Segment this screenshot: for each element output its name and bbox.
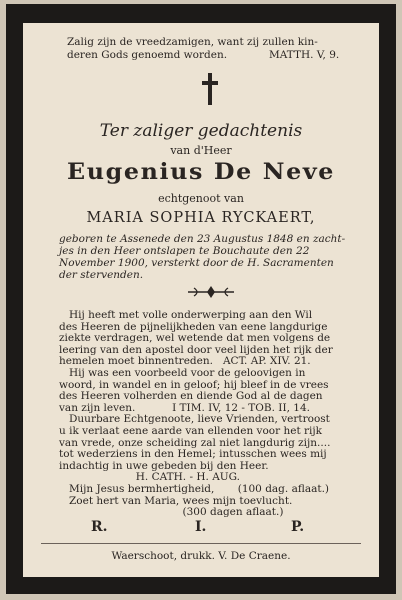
mourning-card <box>6 4 396 594</box>
prayer-line: ziekte verdragen, wel wetende dat men volgens de <box>59 332 331 344</box>
prayer-line: woord, in wandel en in geloof; hij bleef in de vrees <box>59 379 329 391</box>
epigraph-line-1: Zalig zijn de vreedzamigen, want zij zullen kin- <box>67 36 318 48</box>
divider-rule <box>41 543 361 544</box>
deceased-name: Eugenius De Neve <box>66 159 336 185</box>
rip-letter: P. <box>291 519 305 535</box>
prayer-line: Zoet hert van Maria, wees mijn toevlucht. <box>69 495 293 507</box>
prayer-line: (300 dagen aflaat.) <box>59 506 284 518</box>
prayer-line: H. CATH. - H. AUG. <box>59 471 240 483</box>
printer-imprint: Waerschoot, drukk. V. De Craene. <box>111 550 291 562</box>
prayer-line: Hij heeft met volle onderwerping aan den Wil <box>69 309 313 321</box>
epigraph-citation: MATTH. V, 9. <box>269 49 340 61</box>
ornament-divider-icon <box>186 284 236 300</box>
prayer-line: leering van den apostel door veel lijden het rijk der <box>59 344 333 356</box>
bio-line: jes in den Heer ontslapen te Bouchaute den 22 <box>59 245 310 257</box>
prayer-line: des Heeren volherden en diende God al de dagen <box>59 390 323 402</box>
rip-letter: I. <box>195 519 207 535</box>
van-label: van d'Heer <box>170 144 232 157</box>
cross-icon <box>201 73 219 105</box>
prayer-line: van zijn leven. I TIM. IV, 12 - TOB. II, 14. <box>59 402 310 414</box>
bio-line: der stervenden. <box>59 269 144 281</box>
relation-label: echtgenoot van <box>158 192 244 205</box>
prayer-line: Hij was een voorbeeld voor de geloovigen in <box>69 367 306 379</box>
prayer-line: u ik verlaat eene aarde van ellenden voor het rijk <box>59 425 323 437</box>
epigraph-line-2: deren Gods genoemd worden. <box>67 49 228 61</box>
rip-letter: R. <box>91 519 108 535</box>
spouse-name: MARIA SOPHIA RYCKAERT, <box>86 210 316 226</box>
prayer-line: van vrede, onze scheiding zal niet langdurig zijn.... <box>59 437 331 449</box>
prayer-line: hemelen moet binnentreden. ACT. AP. XIV. 21. <box>59 355 311 367</box>
prayer-line: Mijn Jesus bermhertigheid, (100 dag. aflaat.) <box>69 483 330 495</box>
prayer-line: tot wederziens in den Hemel; intusschen wees mij <box>59 448 327 460</box>
memorial-heading: Ter zaliger gedachtenis <box>99 121 303 141</box>
prayer-line: des Heeren de pijnelijkheden van eene langdurige <box>59 321 328 333</box>
prayer-line: Duurbare Echtgenoote, lieve Vrienden, vertroost <box>69 413 330 425</box>
bio-line: geboren te Assenede den 23 Augustus 1848 en zacht- <box>59 233 346 245</box>
prayer-line: indachtig in uwe gebeden bij den Heer. <box>59 460 269 472</box>
bio-line: November 1900, versterkt door de H. Sacramenten <box>59 257 334 269</box>
card-paper <box>23 23 379 577</box>
